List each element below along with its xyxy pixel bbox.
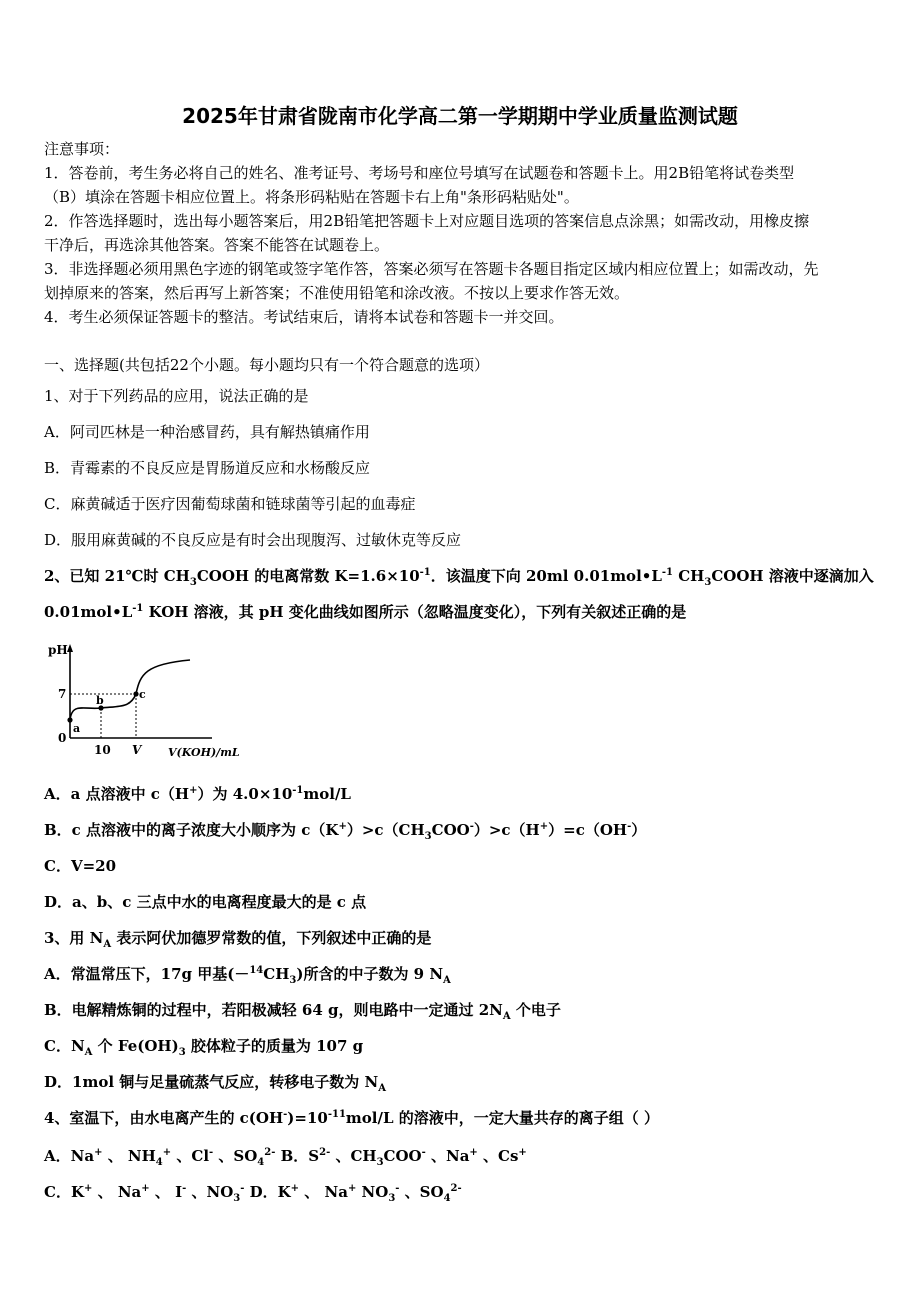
notice-line: 4．考生必须保证答题卡的整洁。考试结束后，请将本试卷和答题卡一并交回。 <box>44 308 564 326</box>
notice-line: 2．作答选择题时，选出每小题答案后，用2B铅笔把答题卡上对应题目选项的答案信息点涂黑；如需改动，用橡皮擦 <box>44 212 810 230</box>
notice-line: 1．答卷前，考生务必将自己的姓名、准考证号、考场号和座位号填写在试题卷和答题卡上。用2B铅笔将试卷类型 <box>44 164 795 182</box>
point-a <box>67 717 72 722</box>
point-a-label: a <box>73 722 81 735</box>
x-axis-label: V(KOH)/mL <box>168 746 240 759</box>
q2-option-d: D．a、b、c 三点中水的电离程度最大的是 c 点 <box>44 893 367 911</box>
point-b-label: b <box>96 694 104 707</box>
x-tick-10: 10 <box>94 743 111 757</box>
q2-option-b: B．c 点溶液中的离子浓度大小顺序为 $c(K^+)>c(CH_3COO^-)>c(H^+)=c(OH^-)$ <box>44 821 647 842</box>
x-tick-v: V <box>132 743 142 757</box>
q2-option-c: C．V=20 <box>44 857 117 875</box>
q2-option-a: A．a 点溶液中 c（H+）为 $4.0\times 10^{-1}mol/L$ <box>44 785 351 803</box>
y-tick-7: 7 <box>58 687 67 701</box>
q1-option-c: C．麻黄碱适于医疗因葡萄球菌和链球菌等引起的血毒症 <box>44 495 416 513</box>
notice-line: 划掉原来的答案，然后再写上新答案；不准使用铅笔和涂改液。不按以上要求作答无效。 <box>44 284 630 302</box>
q3-option-d: D．1mol 铜与足量硫蒸气反应，转移电子数为 $N_A$ <box>44 1073 386 1094</box>
q3-stem: 3、用 $N_A$ 表示阿伏加德罗常数的值，下列叙述中正确的是 <box>44 929 432 950</box>
q3-option-b: B．电解精炼铜的过程中，若阳极减轻 64 g，则电路中一定通过 $2N_A$ 个电子 <box>44 1001 561 1022</box>
y-axis-arrow <box>67 644 73 652</box>
q3-option-a: A．常温常压下，17g 甲基$(-^{14}CH_3)$所含的中子数为 9 $N_A$ <box>44 965 451 986</box>
y-axis-label: pH <box>48 643 68 657</box>
notice-line: （B）填涂在答题卡相应位置上。将条形码粘贴在答题卡右上角"条形码粘贴处"。 <box>44 188 579 206</box>
q1-option-d: D．服用麻黄碱的不良反应是有时会出现腹泻、过敏休克等反应 <box>44 531 462 549</box>
ph-curve <box>70 660 190 720</box>
ph-titration-chart <box>40 640 250 764</box>
notice-line: 3．非选择题必须用黑色字迹的钢笔或签字笔作答，答案必须写在答题卡各题目指定区域内相应位置上；如需改动，先 <box>44 260 819 278</box>
q4-options-cd: C．K+ 、 Na+ 、 I- 、$NO_3^-$ D．K+ 、 Na+ $NO_3^-$ 、$SO_4^{2-}$ <box>44 1183 462 1204</box>
point-c-label: c <box>139 688 146 701</box>
q3-option-c: C．$N_A$ 个 $Fe(OH)_3$ 胶体粒子的质量为 107 g <box>44 1037 364 1058</box>
q1-option-a: A．阿司匹林是一种治感冒药，具有解热镇痛作用 <box>44 423 370 441</box>
section-heading: 一、选择题(共包括22个小题。每小题均只有一个符合题意的选项） <box>44 356 489 374</box>
notice-line: 干净后，再选涂其他答案。答案不能答在试题卷上。 <box>44 236 390 254</box>
page-title: 2025年甘肃省陇南市化学高二第一学期期中学业质量监测试题 <box>182 104 738 128</box>
notice-heading: 注意事项： <box>44 140 120 158</box>
q1-stem: 1、对于下列药品的应用，说法正确的是 <box>44 387 309 405</box>
q4-stem: 4、室温下，由水电离产生的 $c(OH^-)=10^{-11}mol/L$ 的溶液中，一定大量共存的离子组（ ） <box>44 1109 659 1127</box>
q2-stem-line2: $0.01mol•L^{-1}$ KOH 溶液，其 pH 变化曲线如图所示（忽略温度变化），下列有关叙述正确的是 <box>44 603 687 621</box>
point-c <box>133 691 138 696</box>
q1-option-b: B．青霉素的不良反应是胃肠道反应和水杨酸反应 <box>44 459 371 477</box>
q4-options-ab: A．Na+ 、 $NH_4^+$ 、Cl- 、$SO_4^{2-}$ B．$S^{2-}$ 、$CH_3COO^-$ 、Na+ 、Cs+ <box>44 1147 527 1168</box>
origin-label: 0 <box>58 731 67 745</box>
q2-stem-line1: 2、已知 21℃时 $CH_3COOH$ 的电离常数 $K=1.6\times 10^{-1}$．该温度下向 20ml $0.01mol•L^{-1}$ $CH_3COOH$ 溶液中逐滴加入 <box>44 567 874 588</box>
